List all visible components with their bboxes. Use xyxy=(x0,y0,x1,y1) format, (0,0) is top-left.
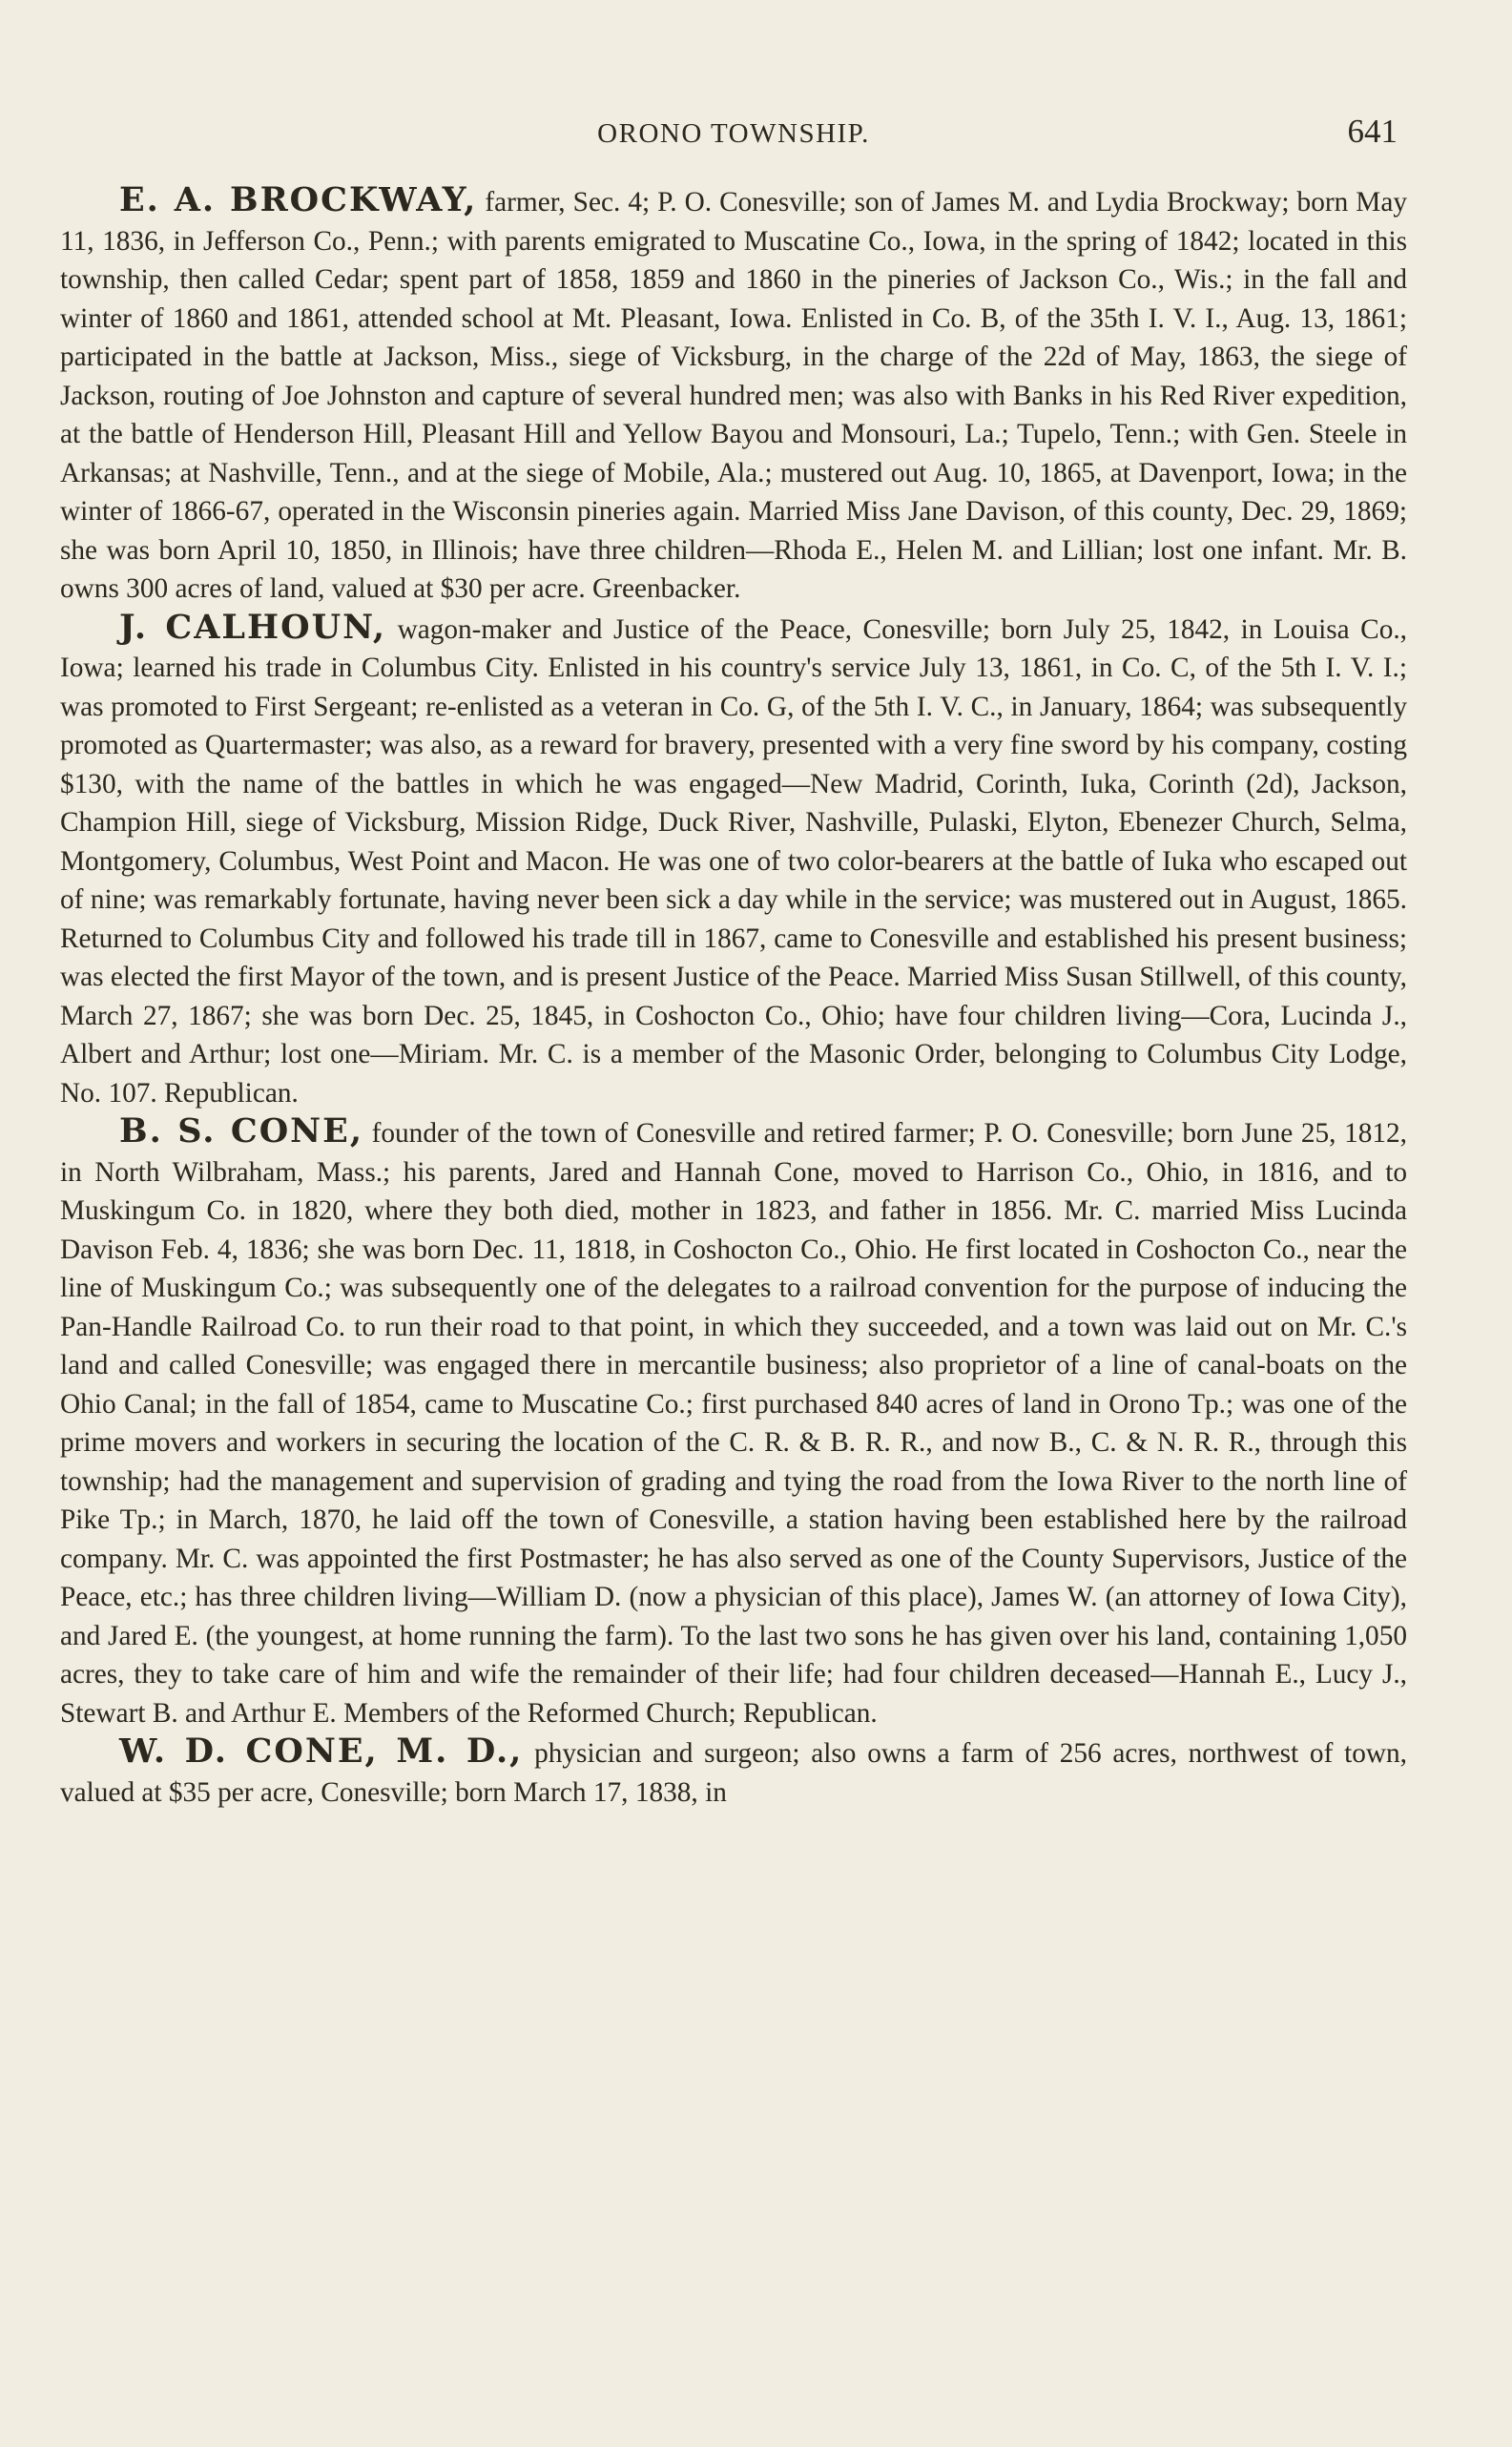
running-head xyxy=(60,113,1407,162)
biography-entry xyxy=(60,181,1407,609)
running-title: ORONO TOWNSHIP. xyxy=(597,118,870,149)
entry-text: founder of the town of Conesville and retired farmer; P. O. Conesville; born June 25, 1812, in North Wilbraham, Mass.; his parents, Jared and Hannah Cone, moved to Harrison Co., Ohio, in 1816, and to Muskingum Co. in 1820, where they both died, mother in 1823, and father in 1856. Mr. C. married Miss Lucinda Davison Feb. 4, 1836; she was born Dec. 11, 1818, in Coshocton Co., Ohio. He first located in Coshocton Co., near the line of Muskingum Co.; was subsequently one of the delegates to a railroad convention for the purpose of inducing the Pan-Handle Railroad Co. to run their road to that point, in which they succeeded, and a town was laid out on Mr. C.'s land and called Conesville; was engaged there in mercantile business; also proprietor of a line of canal-boats on the Ohio Canal; in the fall of 1854, came to Muscatine Co.; first purchased 840 acres of land in Orono Tp.; was one of the prime movers and workers in securing the location of the C. R. & B. R. R., and now B., C. & N. R. R., through this township; had the management and supervision of grading and tying the road from the Iowa River to the north line of Pike Tp.; in March, 1870, he laid off the town of Conesville, a station having been established here by the railroad company. Mr. C. was appointed the first Postmaster; he has also served as one of the County Supervisors, Justice of the Peace, etc.; has three children living—William D. (now a physician of this place), James W. (an attorney of Iowa City), and Jared E. (the youngest, at home running the farm). To the last two sons he has given over his land, containing 1,050 acres, they to take care of him and wife the remainder of their life; had four children deceased—Hannah E., Lucy J., Stewart B. and Arthur E. Members of the Reformed Church; Republican. xyxy=(60,1118,1407,1729)
biography-entry xyxy=(60,609,1407,1113)
biography-entry xyxy=(60,1112,1407,1732)
entry-name: J. CALHOUN, xyxy=(119,607,387,647)
biography-entry xyxy=(60,1732,1407,1812)
entry-name: B. S. CONE, xyxy=(119,1111,364,1151)
entry-text: wagon-maker and Justice of the Peace, Conesville; born July 25, 1842, in Louisa Co., Iowa; learned his trade in Columbus City. Enlisted in his country's service July 13, 1861, in Co. C, of the 5th I. V. I.; was promoted to First Sergeant; re-enlisted as a veteran in Co. G, of the 5th I. V. C., in January, 1864; was subsequently promoted as Quartermaster; was also, as a reward for bravery, presented with a very fine sword by his company, costing $130, with the name of the battles in which he was engaged—New Madrid, Corinth, Iuka, Corinth (2d), Jackson, Champion Hill, siege of Vicksburg, Mission Ridge, Duck River, Nashville, Pulaski, Elyton, Ebenezer Church, Selma, Montgomery, Columbus, West Point and Macon. He was one of two color-bearers at the battle of Iuka who escaped out of nine; was remarkably fortunate, having never been sick a day while in the service; was mustered out in August, 1865. Returned to Columbus City and followed his trade till in 1867, came to Conesville and established his present business; was elected the first Mayor of the town, and is present Justice of the Peace. Married Miss Susan Stillwell, of this county, March 27, 1867; she was born Dec. 25, 1845, in Coshocton Co., Ohio; have four children living—Cora, Lucinda J., Albert and Arthur; lost one—Miriam. Mr. C. is a member of the Masonic Order, belonging to Columbus City Lodge, No. 107. Republican. xyxy=(60,613,1407,1109)
entry-name: E. A. BROCKWAY, xyxy=(119,180,478,219)
entry-text: farmer, Sec. 4; P. O. Conesville; son of James M. and Lydia Brockway; born May 11, 1836, in Jefferson Co., Penn.; with parents emigrated to Muscatine Co., Iowa, in the spring of 1842; located in this township, then called Cedar; spent part of 1858, 1859 and 1860 in the pineries of Jackson Co., Wis.; in the fall and winter of 1860 and 1861, attended school at Mt. Pleasant, Iowa. Enlisted in Co. B, of the 35th I. V. I., Aug. 13, 1861; participated in the battle at Jackson, Miss., siege of Vicksburg, in the charge of the 22d of May, 1863, the siege of Jackson, routing of Joe Johnston and capture of several hundred men; was also with Banks in his Red River expedition, at the battle of Henderson Hill, Pleasant Hill and Yellow Bayou and Monsouri, La.; Tupelo, Tenn.; with Gen. Steele in Arkansas; at Nashville, Tenn., and at the siege of Mobile, Ala.; mustered out Aug. 10, 1865, at Davenport, Iowa; in the winter of 1866-67, operated in the Wisconsin pineries again. Married Miss Jane Davison, of this county, Dec. 29, 1869; she was born April 10, 1850, in Illinois; have three children—Rhoda E., Helen M. and Lillian; lost one infant. Mr. B. owns 300 acres of land, valued at $30 per acre. Greenbacker. xyxy=(60,187,1407,604)
page-number: 641 xyxy=(1347,113,1398,150)
entry-name: W. D. CONE, M. D., xyxy=(119,1732,524,1771)
entry-text: physician and surgeon; also owns a farm of 256 acres, northwest of town, valued at $35 per acre, Conesville; born March 17, 1838, in xyxy=(60,1738,1407,1808)
